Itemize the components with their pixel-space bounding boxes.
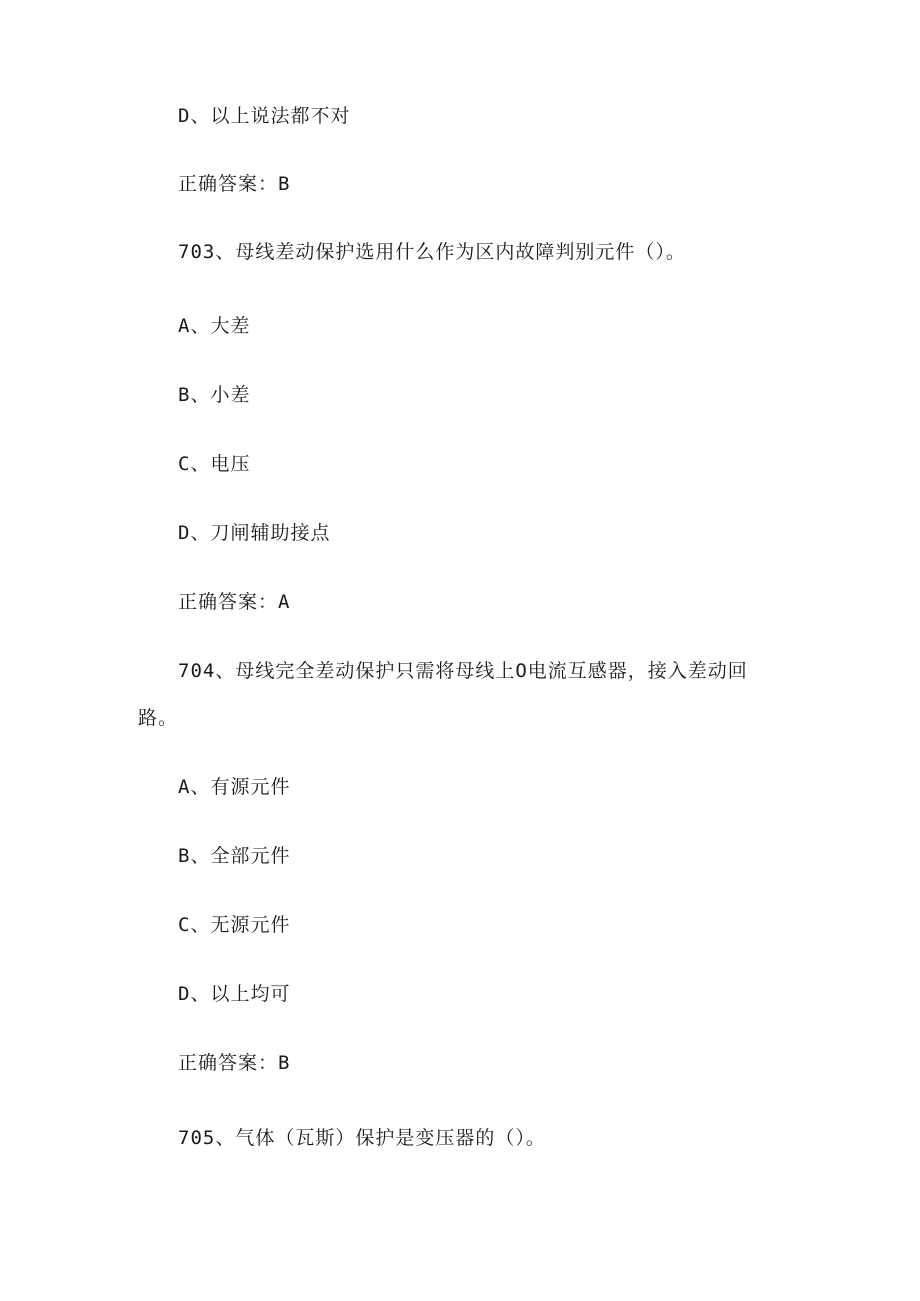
question-703-option-a: A、大差 <box>178 315 251 337</box>
question-703-option-d: D、刀闸辅助接点 <box>178 522 331 544</box>
question-703-option-c: C、电压 <box>178 453 251 475</box>
question-703-answer: 正确答案：A <box>178 591 291 613</box>
question-703-option-b: B、小差 <box>178 384 251 406</box>
question-704: 704、母线完全差动保护只需将母线上O电流互感器，接入差动回 <box>178 660 748 682</box>
question-704-continued: 路。 <box>138 707 179 729</box>
question-704-answer: 正确答案：B <box>178 1052 291 1074</box>
option-d-prev: D、以上说法都不对 <box>178 105 351 127</box>
question-704-option-c: C、无源元件 <box>178 914 291 936</box>
question-705: 705、气体（瓦斯）保护是变压器的（）。 <box>178 1127 546 1149</box>
question-704-option-a: A、有源元件 <box>178 776 291 798</box>
question-704-option-b: B、全部元件 <box>178 845 291 867</box>
answer-prev: 正确答案：B <box>178 173 291 195</box>
question-704-option-d: D、以上均可 <box>178 983 291 1005</box>
question-703: 703、母线差动保护选用什么作为区内故障判别元件（）。 <box>178 241 686 263</box>
